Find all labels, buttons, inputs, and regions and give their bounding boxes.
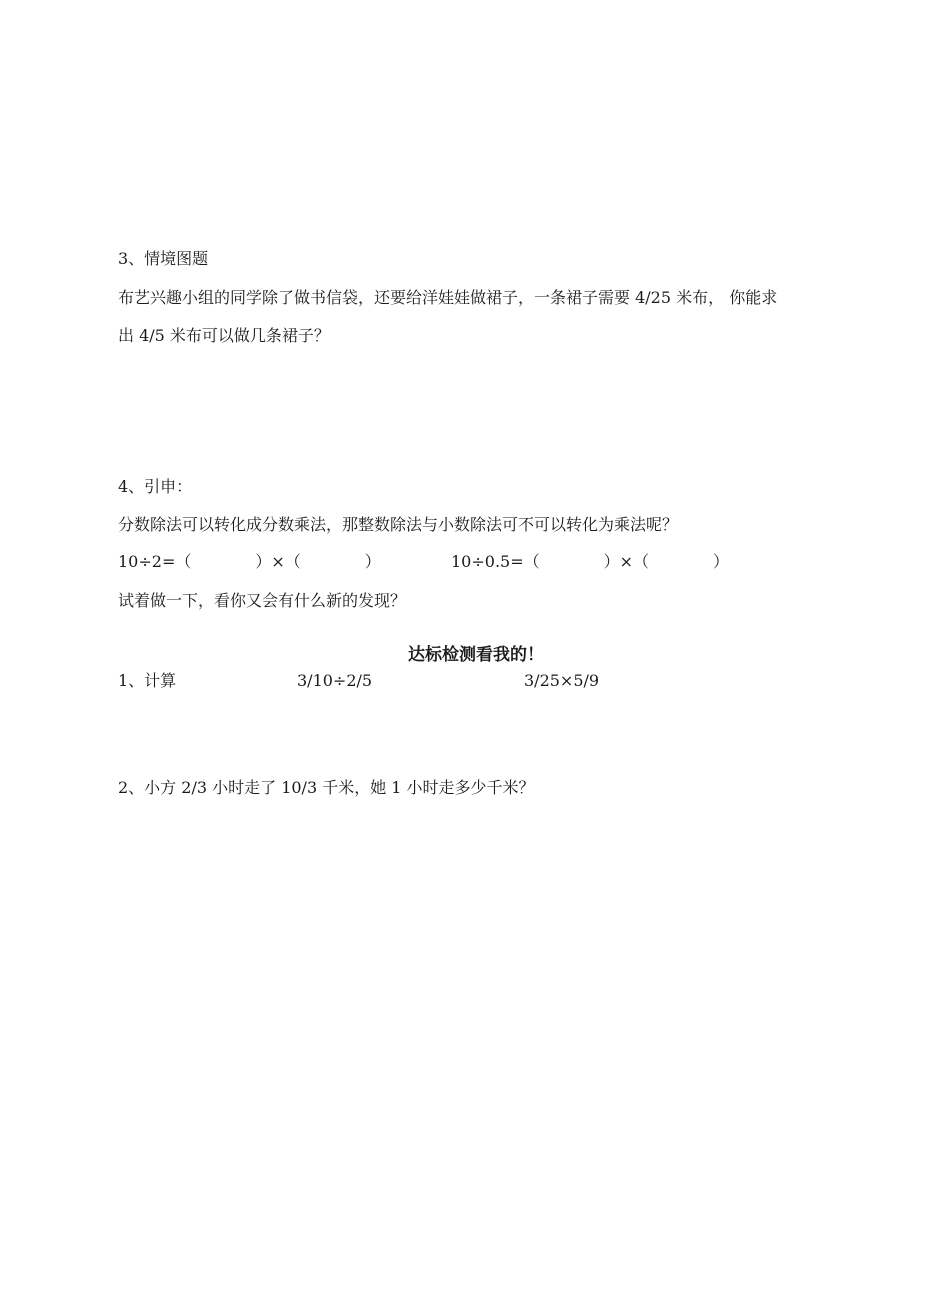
section4-question: 分数除法可以转化成分数乘法，那整数除法与小数除法可不可以转化为乘法呢？ (118, 515, 679, 534)
section4-prompt: 试着做一下，看你又会有什么新的发现？ (118, 591, 407, 610)
section3-title: 3、情境图题 (118, 249, 209, 268)
test-q1-expression-1: 3/10÷2/5 (297, 671, 373, 690)
section4-expression-1: 10÷2=（ ）×（ ） (118, 552, 381, 571)
section4-title: 4、引申： (118, 477, 193, 496)
test-heading: 达标检测看我的！ (408, 645, 544, 665)
section3-problem-line2: 出 4/5 米布可以做几条裙子？ (118, 326, 330, 345)
section3-problem-line1: 布艺兴趣小组的同学除了做书信袋，还要给洋娃娃做裙子，一条裙子需要 4/25 米布， 你能求 (118, 288, 778, 307)
section4-expression-2: 10÷0.5=（ ）×（ ） (451, 552, 730, 571)
test-q1-expression-2: 3/25×5/9 (524, 671, 600, 690)
test-q2: 2、小方 2/3 小时走了 10/3 千米，她 1 小时走多少千米？ (118, 778, 535, 797)
test-q1-label: 1、计算 (118, 671, 177, 690)
